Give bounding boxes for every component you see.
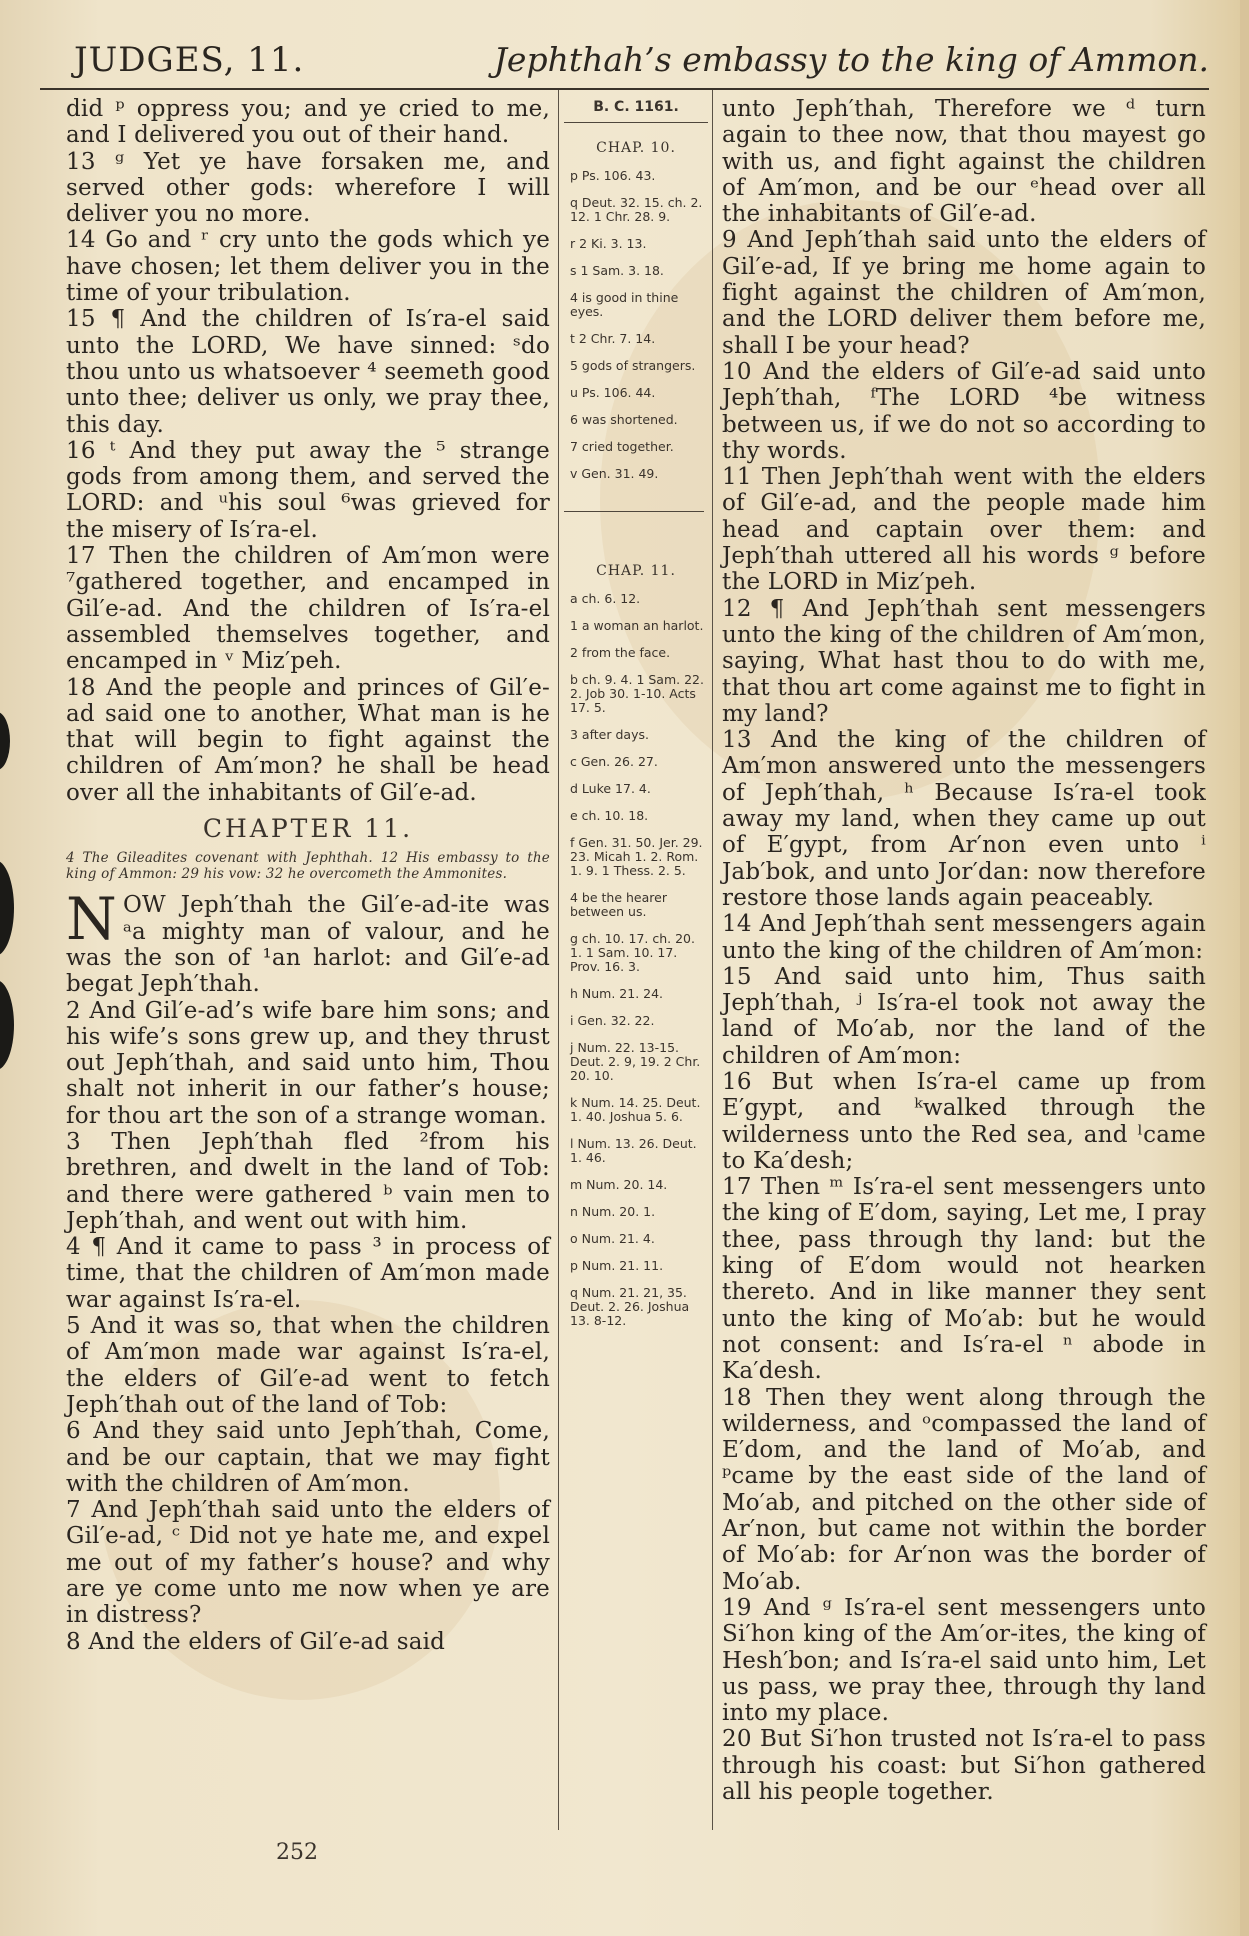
cross-reference: l Num. 13. 26. Deut. 1. 46. xyxy=(570,1136,697,1165)
margin-divider xyxy=(564,511,704,512)
chapter-opening xyxy=(66,885,550,998)
verse: 14 And Jeph′thah sent messengers again unto the king of the children of Am′mon: xyxy=(722,911,1206,964)
cross-reference: i Gen. 32. 22. xyxy=(570,1013,655,1028)
binding-hole xyxy=(0,712,10,770)
verse: 11 Then Jeph′thah went with the elders of Gil′e-ad, and the people made him head and captain over them: and Jeph′thah uttered all his words ᵍ before the LORD in Miz′peh. xyxy=(722,464,1206,596)
verse: 18 Then they went along through the wilderness, and ᵒcompassed the land of E′dom, and the land of Mo′ab, and ᵖcame by the east side of the land of Mo′ab, and pitched on the other side of Ar′non, but came not within the border of Mo′ab: for Ar′non was the border of Mo′ab. xyxy=(722,1384,1206,1595)
page-number: 252 xyxy=(276,1840,318,1865)
verse: 2 And Gil′e-ad’s wife bare him sons; and his wife’s sons grew up, and they thrust out Jeph′thah, and said unto him, Thou shalt not inherit in our father’s house; for thou art the son of a strange woman. xyxy=(66,997,550,1129)
column-rule-right xyxy=(712,90,713,1830)
verse: 9 And Jeph′thah said unto the elders of Gil′e-ad, If ye bring me home again to fight against the children of Am′mon, and the LORD deliver them before me, shall I be your head? xyxy=(722,227,1206,359)
verse: 18 And the people and princes of Gil′e-ad said one to another, What man is he that will begin to fight against the children of Am′mon? he shall be head over all the inhabitants of Gil′e-ad. xyxy=(66,674,550,806)
cross-reference: j Num. 22. 13-15. Deut. 2. 9, 19. 2 Chr. 20. 10. xyxy=(570,1040,701,1083)
right-text-column xyxy=(722,96,1206,1805)
binding-hole xyxy=(0,980,14,1070)
verse: 16 ᵗ And they put away the ⁵ strange gods from among them, and served the LORD: and ᵘhis soul ⁶was grieved for the misery of Is′ra-el. xyxy=(66,437,550,543)
cross-reference: 1 a woman an harlot. xyxy=(570,618,704,633)
binding-hole xyxy=(0,860,14,956)
running-header xyxy=(40,26,1209,90)
cross-reference: p Ps. 106. 43. xyxy=(570,168,656,183)
left-text-column xyxy=(66,96,550,1655)
cross-reference: 3 after days. xyxy=(570,727,649,742)
cross-reference: c Gen. 26. 27. xyxy=(570,754,658,769)
verse: 17 Then the children of Am′mon were ⁷gathered together, and encamped in Gil′e-ad. And the children of Is′ra-el assembled themselves together, and encamped in ᵛ Miz′peh. xyxy=(66,543,550,675)
margin-chapter-label: CHAP. 11. xyxy=(596,563,676,579)
margin-chapter-label: CHAP. 10. xyxy=(596,140,676,156)
verse: 17 Then ᵐ Is′ra-el sent messengers unto the king of E′dom, saying, Let me, I pray thee, pass through thy land: but the king of E′dom would not hearken thereto. And in like manner they sent unto the king of Mo′ab: but he would not consent: and Is′ra-el ⁿ abode in Ka′desh. xyxy=(722,1174,1206,1385)
cross-reference: p Num. 21. 11. xyxy=(570,1258,664,1273)
cross-reference: 2 from the face. xyxy=(570,645,671,660)
cross-reference: r 2 Ki. 3. 13. xyxy=(570,236,647,251)
verse: 8 And the elders of Gil′e-ad said xyxy=(66,1628,446,1655)
cross-reference: g ch. 10. 17. ch. 20. 1. 1 Sam. 10. 17. Prov. 16. 3. xyxy=(570,931,695,974)
page-topic: Jephthah’s embassy to the king of Ammon. xyxy=(493,40,1209,79)
verse: 12 ¶ And Jeph′thah sent messengers unto the king of the children of Am′mon, saying, What hast thou to do with me, that thou art come against me to fight in my land? xyxy=(722,595,1206,727)
verse: unto Jeph′thah, Therefore we ᵈ turn again to thee now, that thou mayest go with us, and fight against the children of Am′mon, and be our ᵉhead over all the inhabitants of Gil′e-ad. xyxy=(722,96,1206,228)
center-reference-column xyxy=(564,94,708,1341)
cross-reference: d Luke 17. 4. xyxy=(570,781,651,796)
drop-cap: N xyxy=(66,885,117,954)
cross-reference: s 1 Sam. 3. 18. xyxy=(570,263,664,278)
verse: 14 Go and ʳ cry unto the gods which ye have chosen; let them deliver you in the time of your tribulation. xyxy=(66,227,550,307)
cross-reference: q Deut. 32. 15. ch. 2. 12. 1 Chr. 28. 9. xyxy=(570,195,703,224)
cross-reference: n Num. 20. 1. xyxy=(570,1204,656,1219)
verse: 15 ¶ And the children of Is′ra-el said unto the LORD, We have sinned: ˢdo thou unto us whatsoever ⁴ seemeth good unto thee; deliver us only, we pray thee, this day. xyxy=(66,306,550,438)
cross-reference: 6 was shortened. xyxy=(570,412,678,427)
cross-reference: u Ps. 106. 44. xyxy=(570,385,656,400)
cross-reference: a ch. 6. 12. xyxy=(570,591,641,606)
cross-reference: v Gen. 31. 49. xyxy=(570,466,659,481)
cross-reference: k Num. 14. 25. Deut. 1. 40. Joshua 5. 6. xyxy=(570,1095,701,1124)
cross-reference: t 2 Chr. 7. 14. xyxy=(570,331,656,346)
cross-reference: 4 is good in thine eyes. xyxy=(570,290,679,319)
verse: 4 ¶ And it came to pass ³ in process of time, that the children of Am′mon made war against Is′ra-el. xyxy=(66,1234,550,1313)
verse: 20 But Si′hon trusted not Is′ra-el to pass through his coast: but Si′hon gathered all his people together. xyxy=(722,1726,1206,1805)
cross-reference: 7 cried together. xyxy=(570,439,674,454)
chapter-heading: CHAPTER 11. xyxy=(202,814,414,844)
verse: 19 And ᵍ Is′ra-el sent messengers unto Si′hon king of the Am′or-ites, the king of Hesh′bon; and Is′ra-el said unto him, Let us pass, we pray thee, through thy land into my place. xyxy=(722,1594,1206,1727)
cross-reference: q Num. 21. 21, 35. Deut. 2. 26. Joshua 13. 8-12. xyxy=(570,1285,690,1328)
cross-reference: h Num. 21. 24. xyxy=(570,986,664,1001)
cross-reference: e ch. 10. 18. xyxy=(570,808,649,823)
year-label: B. C. 1161. xyxy=(564,94,708,123)
cross-reference: 5 gods of strangers. xyxy=(570,358,696,373)
column-rule-left xyxy=(558,90,559,1830)
verse: 15 And said unto him, Thus saith Jeph′thah, ʲ Is′ra-el took not away the land of Mo′ab, nor the land of the children of Am′mon: xyxy=(722,963,1206,1069)
verse: 13 ᵍ Yet ye have forsaken me, and served other gods: wherefore I will deliver you no more. xyxy=(66,148,550,228)
verse: OW Jeph′thah the Gil′e-ad-ite was ᵃa mighty man of valour, and he was the son of ¹an harlot: and Gil′e-ad begat Jeph′thah. xyxy=(66,892,550,998)
verse: 7 And Jeph′thah said unto the elders of Gil′e-ad, ᶜ Did not ye hate me, and expel me out of my father’s house? and why are ye come unto me now when ye are in distress? xyxy=(66,1497,550,1629)
verse: 10 And the elders of Gil′e-ad said unto Jeph′thah, ᶠThe LORD ⁴be witness between us, if we do not so according to thy words. xyxy=(722,358,1206,464)
cross-reference: o Num. 21. 4. xyxy=(570,1231,655,1246)
verse: 13 And the king of the children of Am′mon answered unto the messengers of Jeph′thah, ʰ Because Is′ra-el took away my land, when they came up out of E′gypt, from Ar′non even unto ⁱ Jab′bok, and unto Jor′dan: now therefore restore those lands again peaceably. xyxy=(722,727,1206,911)
page-edge xyxy=(1240,0,1249,1936)
verse: 5 And it was so, that when the children of Am′mon made war against Is′ra-el, the elders of Gil′e-ad went to fetch Jeph′thah out of the land of Tob: xyxy=(66,1313,550,1418)
verse: 6 And they said unto Jeph′thah, Come, and be our captain, that we may fight with the children of Am′mon. xyxy=(66,1418,550,1497)
cross-reference: b ch. 9. 4. 1 Sam. 22. 2. Job 30. 1-10. Acts 17. 5. xyxy=(570,672,704,715)
cross-reference: m Num. 20. 14. xyxy=(570,1177,668,1192)
chapter-summary: 4 The Gileadites covenant with Jephthah. 12 His embassy to the king of Ammon: 29 his vow: 32 he overcometh the Ammonites. xyxy=(66,850,550,883)
cross-reference: f Gen. 31. 50. Jer. 29. 23. Micah 1. 2. Rom. 1. 9. 1 Thess. 2. 5. xyxy=(570,835,703,878)
verse: 3 Then Jeph′thah fled ²from his brethren, and dwelt in the land of Tob: and there were gathered ᵇ vain men to Jeph′thah, and went out with him. xyxy=(66,1128,550,1234)
verse: 16 But when Is′ra-el came up from E′gypt, and ᵏwalked through the wilderness unto the Red sea, and ˡcame to Ka′desh; xyxy=(722,1068,1206,1174)
verse: did ᵖ oppress you; and ye cried to me, and I delivered you out of their hand. xyxy=(66,96,550,149)
book-reference: JUDGES, 11. xyxy=(74,40,305,80)
cross-reference: 4 be the hearer between us. xyxy=(570,890,667,919)
